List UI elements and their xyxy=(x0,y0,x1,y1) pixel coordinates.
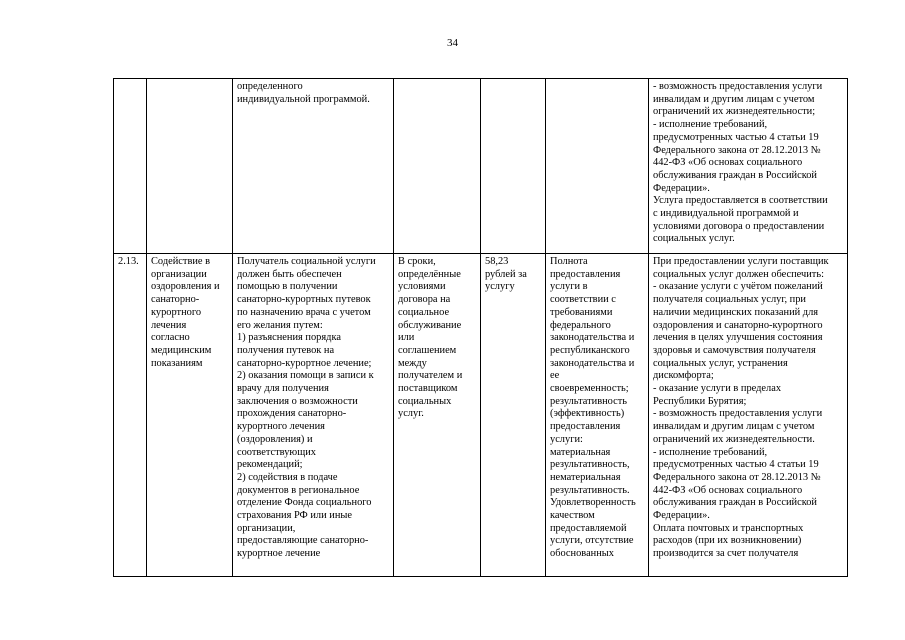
text-line: социальных xyxy=(398,395,452,407)
text-line: Услуга предоставляется в соответствии xyxy=(653,195,828,207)
text-line: поставщиком xyxy=(398,383,458,395)
text-line: (эффективность) xyxy=(550,408,625,420)
text-line: предоставляющие санаторно- xyxy=(237,535,369,547)
text-line: 1) разъяснения порядка xyxy=(237,332,341,344)
text-line: или xyxy=(398,332,415,344)
text-line: определенного xyxy=(237,81,303,92)
cell-service-conditions xyxy=(649,254,848,577)
text-line: социальных услуг, устранения xyxy=(653,357,788,369)
text-line: санаторно-курортных путевок xyxy=(237,294,371,306)
text-line: предусмотренных частью 4 статьи 19 xyxy=(653,459,819,471)
cell-number xyxy=(114,79,147,254)
text-line: условиями договора о предоставлении xyxy=(653,220,825,232)
text-line: Удовлетворенность xyxy=(550,497,636,509)
text-line: прохождения санаторно- xyxy=(237,408,347,420)
cell-service-description xyxy=(233,79,394,254)
text-line: материальная xyxy=(550,446,611,458)
text-line: - оказание услуги в пределах xyxy=(653,383,782,395)
text-line: услуги: xyxy=(550,433,583,445)
text-line: курортного xyxy=(151,306,202,318)
text-line: оздоровления и санаторно-курортного xyxy=(653,319,823,331)
text-line: услуги, отсутствие xyxy=(550,535,634,547)
text-line: результативность. xyxy=(550,484,630,496)
text-line: 2) содействия в подаче xyxy=(237,471,338,483)
text-line: согласно xyxy=(151,332,190,344)
text-line: отделение Фонда социального xyxy=(237,497,372,509)
text-line: 58,23 xyxy=(485,256,509,267)
text-line: законодательства и xyxy=(550,332,635,344)
text-line: 442-ФЗ «Об основах социального xyxy=(653,157,803,169)
text-line: врачу для получения xyxy=(237,383,329,395)
text-line: предоставления xyxy=(550,421,621,433)
cell-quality-indicators xyxy=(546,79,649,254)
text-line: обслуживания граждан в Российской xyxy=(653,497,817,509)
cell-quality-indicators xyxy=(546,254,649,577)
text-line: медицинским xyxy=(151,344,212,356)
text-line: ее xyxy=(550,370,560,382)
text-line: своевременность; xyxy=(550,383,629,395)
text-line: результативность xyxy=(550,395,628,407)
text-line: с индивидуальной программой и xyxy=(653,208,799,220)
cell-service-conditions xyxy=(649,79,848,254)
table-row xyxy=(114,254,848,577)
text-line: нематериальная xyxy=(550,471,621,483)
cell-service-name xyxy=(147,79,233,254)
text-line: условиями xyxy=(398,281,446,293)
text-line: требованиями xyxy=(550,306,613,318)
text-line: получения путевок на xyxy=(237,344,335,356)
cell-service-tariff xyxy=(481,79,546,254)
text-line: производится за счет получателя xyxy=(653,548,799,560)
text-line: социальных услуг. xyxy=(653,233,735,245)
text-line: предусмотренных частью 4 статьи 19 xyxy=(653,131,819,143)
cell-service-description xyxy=(233,254,394,577)
text-line: курортное лечение xyxy=(237,548,321,560)
text-line: федерального xyxy=(550,319,611,331)
text-line: социальное xyxy=(398,306,450,318)
text-line: 2.13. xyxy=(118,256,139,267)
text-line: - исполнение требований, xyxy=(653,446,768,458)
cell-service-tariff xyxy=(481,254,546,577)
text-line: ограничений их жизнедеятельности. xyxy=(653,433,815,445)
text-line: заключения о возможности xyxy=(237,395,358,407)
text-line: услуг. xyxy=(398,408,424,420)
text-line: Федерального закона от 28.12.2013 № xyxy=(653,144,821,156)
text-line: организации, xyxy=(237,522,296,534)
text-line: - возможность предоставления услуги xyxy=(653,81,823,92)
text-line: инвалидам и другим лицам с учетом xyxy=(653,93,815,105)
text-line: обоснованных xyxy=(550,548,614,560)
text-line: страхования РФ или иные xyxy=(237,510,352,522)
text-line: организации xyxy=(151,268,207,280)
text-line: 2) оказания помощи в записи к xyxy=(237,370,374,382)
text-line: законодательства и xyxy=(550,357,635,369)
text-line: 442-ФЗ «Об основах социального xyxy=(653,484,803,496)
text-line: санаторно-курортное лечение; xyxy=(237,357,372,369)
text-line: курортного лечения xyxy=(237,421,325,433)
text-line: документов в региональное xyxy=(237,484,360,496)
text-line: В сроки, xyxy=(398,256,436,267)
text-line: социальных услуг должен обеспечить: xyxy=(653,268,824,280)
text-line: наличии медицинских показаний для xyxy=(653,306,819,318)
text-line: должен быть обеспечен xyxy=(237,268,342,280)
text-line: Полнота xyxy=(550,256,588,267)
services-table xyxy=(113,78,848,577)
text-line: предоставления xyxy=(550,268,621,280)
text-line: обслуживания граждан в Российской xyxy=(653,169,817,181)
text-line: соглашением xyxy=(398,344,457,356)
text-line: оздоровления и xyxy=(151,281,220,293)
text-line: его желания путем: xyxy=(237,319,323,331)
text-line: предоставляемой xyxy=(550,522,627,534)
page-number: 34 xyxy=(447,37,458,49)
text-line: индивидуальной программой. xyxy=(237,93,370,105)
text-line: рекомендаций; xyxy=(237,459,303,471)
text-line: соответствующих xyxy=(237,446,316,458)
text-line: дискомфорта; xyxy=(653,370,714,382)
text-line: расходов (при их возникновении) xyxy=(653,535,802,547)
text-line: получателем и xyxy=(398,370,463,382)
text-line: услугу xyxy=(485,281,515,293)
text-line: показаниям xyxy=(151,357,203,369)
text-line: результативность, xyxy=(550,459,630,471)
text-line: Оплата почтовых и транспортных xyxy=(653,522,804,534)
text-line: получателя социальных услуг, при xyxy=(653,294,806,306)
text-line: лечения в целях улучшения состояния xyxy=(653,332,823,344)
cell-number xyxy=(114,254,147,577)
text-line: санаторно- xyxy=(151,294,200,306)
text-line: (оздоровления) и xyxy=(237,433,313,445)
text-line: республиканского xyxy=(550,344,630,356)
text-line: - исполнение требований, xyxy=(653,119,768,131)
text-line: лечения xyxy=(151,319,187,331)
text-line: - оказание услуги с учётом пожеланий xyxy=(653,281,823,293)
text-line: рублей за xyxy=(485,268,527,280)
text-line: инвалидам и другим лицам с учетом xyxy=(653,421,815,433)
text-line: помощью в получении xyxy=(237,281,338,293)
text-line: Федерации». xyxy=(653,510,710,522)
text-line: Федерального закона от 28.12.2013 № xyxy=(653,471,821,483)
text-line: качеством xyxy=(550,510,595,522)
text-line: ограничений их жизнедеятельности; xyxy=(653,106,816,118)
text-line: Федерации». xyxy=(653,182,710,194)
text-line: договора на xyxy=(398,294,451,306)
text-line: - возможность предоставления услуги xyxy=(653,408,823,420)
text-line: определённые xyxy=(398,268,461,280)
text-line: При предоставлении услуги поставщик xyxy=(653,256,829,267)
text-line: Содействие в xyxy=(151,256,211,267)
table-row xyxy=(114,79,848,254)
text-line: здоровья и самочувствия получателя xyxy=(653,344,816,356)
text-line: по назначению врача с учетом xyxy=(237,306,371,318)
text-line: соответствии с xyxy=(550,294,616,306)
cell-service-name xyxy=(147,254,233,577)
text-line: Получатель социальной услуги xyxy=(237,256,376,267)
cell-service-timing xyxy=(394,254,481,577)
text-line: обслуживание xyxy=(398,319,462,331)
text-line: между xyxy=(398,357,427,369)
cell-service-timing xyxy=(394,79,481,254)
text-line: услуги в xyxy=(550,281,588,293)
text-line: Республики Бурятия; xyxy=(653,395,747,407)
